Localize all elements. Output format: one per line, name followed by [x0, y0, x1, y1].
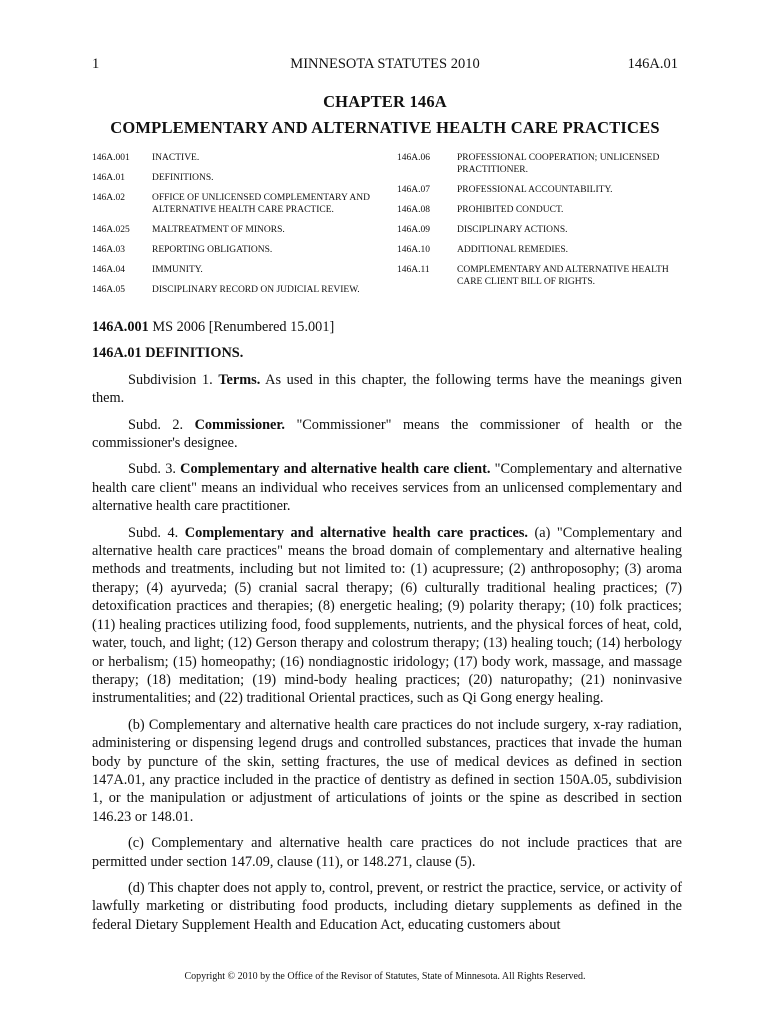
subd-term: Complementary and alternative health care client. [180, 461, 491, 478]
subdivision-1 [92, 371, 682, 408]
toc-label: REPORTING OBLIGATIONS. [152, 245, 273, 255]
running-header [92, 56, 678, 74]
section-number: 146A.001 [92, 319, 149, 335]
subd-lead: Subdivision 1. [128, 371, 219, 388]
toc-num: 146A.10 [397, 245, 430, 255]
toc-label: INACTIVE. [152, 153, 200, 163]
toc-num: 146A.11 [397, 265, 430, 275]
toc-label: PROFESSIONAL COOPERATION; UNLICENSED PRACTITIONER. [457, 153, 660, 175]
toc-num: 146A.01 [92, 173, 125, 183]
subd-term: Terms. [218, 371, 261, 388]
subdivision-4 [92, 524, 682, 708]
toc-label: MALTREATMENT OF MINORS. [152, 225, 285, 235]
toc-num: 146A.001 [92, 153, 130, 163]
chapter-title: COMPLEMENTARY AND ALTERNATIVE HEALTH CARE PRACTICES [110, 118, 660, 137]
section-number: 146A.01 [627, 56, 678, 72]
section-text: MS 2006 [Renumbered 15.001] [148, 319, 335, 335]
toc-num: 146A.04 [92, 265, 125, 275]
toc-label: ADDITIONAL REMEDIES. [457, 245, 568, 255]
statute-body [92, 318, 682, 942]
toc-num: 146A.06 [397, 153, 430, 163]
subd-text: "Commissioner" means the commissioner of health or the commissioner's designee. [92, 416, 682, 452]
toc-label: PROHIBITED CONDUCT. [457, 205, 564, 215]
toc-label: DISCIPLINARY RECORD ON JUDICIAL REVIEW. [152, 285, 360, 295]
subdivision-2 [92, 416, 682, 453]
subd-term: Commissioner. [194, 416, 285, 433]
subdivision-3 [92, 460, 682, 515]
toc-label: OFFICE OF UNLICENSED COMPLEMENTARY AND ALTERNATIVE HEALTH CARE PRACTICE. [152, 193, 370, 215]
toc-num: 146A.025 [92, 225, 130, 235]
subd-lead: Subd. 2. [128, 416, 195, 433]
paragraph-c: (c) Complementary and alternative health care practices do not include practices that are permitted under section 147.09, clause (11), or 148.271, clause (5). [92, 835, 682, 870]
toc-label: DISCIPLINARY ACTIONS. [457, 225, 568, 235]
subd-text: (a) "Complementary and alternative health care practices" means the broad domain of complementary and alternative healing methods and treatments, including but not limited to: (1) acupressure; (2) anthroposophy; (3) aroma therapy; (4) ayurveda; (5) cranial sacral therapy; (6) culturally traditional healing practices; (7) detoxification practices and therapies; (8) energetic healing; (9) polarity therapy; (10) folk practices; (11) healing practices utilizing food, food supplements, nutrients, and the physical forces of heat, cold, water, touch, and light; (12) Gerson therapy and colostrum therapy; (13) healing touch; (14) herbology or herbalism; (15) homeopathy; (16) nondiagnostic iridology; (17) body work, massage, and massage therapy; (18) meditation; (19) mind-body healing practices; (20) naturopathy; (21) noninvasive instrumentalities; and (22) traditional Oriental practices, such as Qi Gong energy healing. [92, 524, 683, 707]
paragraph-b: (b) Complementary and alternative health care practices do not include surgery, x-ray radiation, administering or dispensing legend drugs and controlled substances, practices that invade the human body by puncture of the skin, setting fractures, the use of medical devices as defined in section 147A.01, any practice included in the practice of dentistry as defined in section 150A.05, subdivision 1, or the manipulation or adjustment of articulations of joints or the spine as described in section 146.23 or 148.01. [92, 716, 682, 825]
page-number: 1 [92, 56, 100, 72]
toc-num: 146A.07 [397, 185, 430, 195]
toc-num: 146A.05 [92, 285, 125, 295]
toc-label: COMPLEMENTARY AND ALTERNATIVE HEALTH CARE CLIENT BILL OF RIGHTS. [457, 265, 669, 287]
subd-text: "Complementary and alternative health care client" means an individual who receives services from an unlicensed complementary and alternative health care practitioner. [92, 461, 682, 515]
subd-term: Complementary and alternative health care practices. [184, 524, 528, 541]
copyright-footer: Copyright © 2010 by the Office of the Revisor of Statutes, State of Minnesota. All Rights Reserved. [184, 971, 586, 982]
subd-lead: Subd. 3. [128, 461, 181, 478]
toc-num: 146A.08 [397, 205, 430, 215]
toc-num: 146A.09 [397, 225, 430, 235]
chapter-number: CHAPTER 146A [323, 92, 447, 111]
running-title: MINNESOTA STATUTES 2010 [290, 56, 480, 72]
paragraph-d: (d) This chapter does not apply to, control, prevent, or restrict the practice, service, or activity of lawfully marketing or distributing food products, including dietary supplements as defined in the federal Dietary Supplement Health and Education Act, educating customers about [92, 879, 682, 933]
toc-label: PROFESSIONAL ACCOUNTABILITY. [457, 185, 613, 195]
toc-label: IMMUNITY. [152, 265, 203, 275]
toc-num: 146A.02 [92, 193, 125, 203]
subd-text: As used in this chapter, the following terms have the meanings given them. [92, 371, 682, 407]
toc-label: DEFINITIONS. [152, 173, 214, 183]
section-146a001 [92, 318, 682, 336]
toc-num: 146A.03 [92, 245, 125, 255]
section-heading: 146A.01 DEFINITIONS. [92, 345, 244, 362]
subd-lead: Subd. 4. [128, 524, 185, 541]
